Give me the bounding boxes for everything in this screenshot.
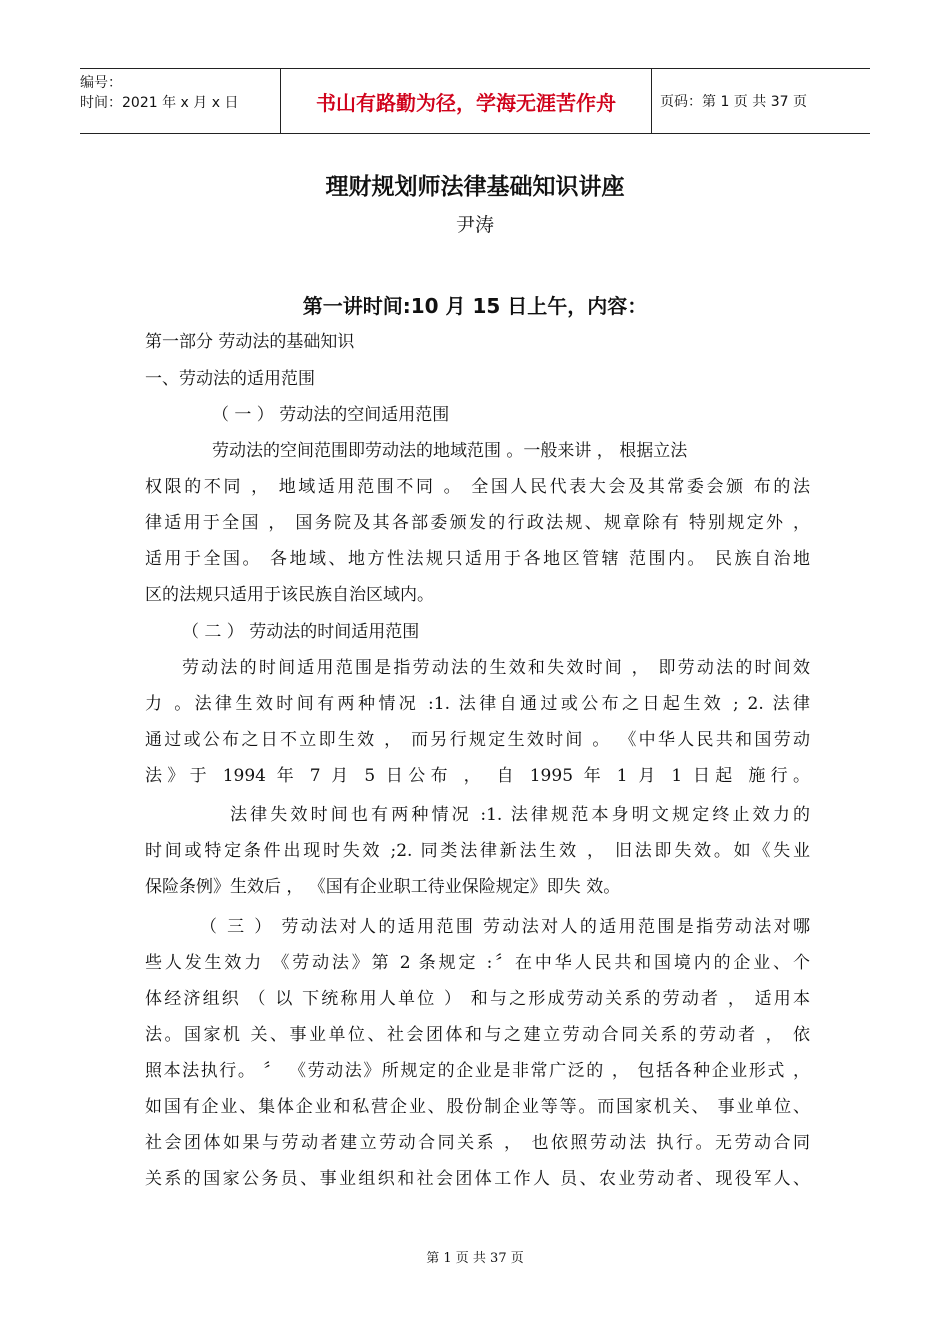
lecture-heading: 第一讲时间:10 月 15 日上午，内容： xyxy=(302,294,648,318)
page-header xyxy=(80,68,870,134)
body-line: （ 一 ） 劳动法的空间适用范围 xyxy=(212,405,450,425)
body-line: 劳动法的时间适用范围是指劳动法的生效和失效时间 ， 即劳动法的时间效 xyxy=(182,658,810,678)
body-line: 如国有企业、集体企业和私营企业、股份制企业等等。而国家机关、 事业单位、 xyxy=(145,1097,810,1117)
body-line: 关系的国家公务员、事业组织和社会团体工作人 员、农业劳动者、现役军人、 xyxy=(145,1169,810,1189)
body-line: 一、劳动法的适用范围 xyxy=(145,369,315,389)
body-line: （ 二 ） 劳动法的时间适用范围 xyxy=(182,622,420,642)
body-line: 第一部分 劳动法的基础知识 xyxy=(145,332,355,352)
time-label: 时间：2021 年 x 月 x 日 xyxy=(80,95,239,111)
body-line: 法》于 1994 年 7 月 5 日公布 ， 自 1995 年 1 月 1 日起 施行。 xyxy=(145,766,810,786)
body-line: 适用于全国。 各地域、地方性法规只适用于各地区管辖 范围内。 民族自治地 xyxy=(145,549,810,569)
header-page-info: 页码：第 1 页 共 37 页 xyxy=(660,94,807,110)
body-line: 保险条例》生效后 ， 《国有企业职工待业保险规定》即失 效。 xyxy=(145,877,621,897)
body-line: 体经济组织 （ 以 下统称用人单位 ） 和与之形成劳动关系的劳动者 ， 适用本 xyxy=(145,989,810,1009)
body-line: （ 三 ） 劳动法对人的适用范围 劳动法对人的适用范围是指劳动法对哪 xyxy=(200,917,810,937)
header-meta xyxy=(80,69,280,137)
body-line: 劳动法的空间范围即劳动法的地域范围 。一般来讲 ， 根据立法 xyxy=(212,441,688,461)
body-line: 些人发生效力 《劳动法》第 2 条规定 :〞在中华人民共和国境内的企业、个 xyxy=(145,953,810,973)
author-name: 尹涛 xyxy=(455,214,494,236)
document-title: 理财规划师法律基础知识讲座 xyxy=(325,174,625,200)
header-motto: 书山有路勤为径，学海无涯苦作舟 xyxy=(280,69,652,133)
number-label: 编号： xyxy=(80,75,122,91)
body-line: 律适用于全国 ， 国务院及其各部委颁发的行政法规、规章除有 特别规定外 ， xyxy=(145,513,810,533)
body-line: 社会团体如果与劳动者建立劳动合同关系 ， 也依照劳动法 执行。无劳动合同 xyxy=(145,1133,810,1153)
body-line: 权限的不同 ， 地域适用范围不同 。 全国人民代表大会及其常委会颁 布的法 xyxy=(145,477,810,497)
body-line: 照本法执行。 〞 《劳动法》所规定的企业是非常广泛的 ， 包括各种企业形式 ， xyxy=(145,1061,810,1081)
body-line: 法。国家机 关、事业单位、社会团体和与之建立劳动合同关系的劳动者 ， 依 xyxy=(145,1025,810,1045)
body-line: 时间或特定条件出现时失效 ;2. 同类法律新法生效 ， 旧法即失效。如《失业 xyxy=(145,841,810,861)
page-footer: 第 1 页 共 37 页 xyxy=(426,1251,524,1266)
body-line: 力 。法律生效时间有两种情况 :1. 法律自通过或公布之日起生效 ; 2. 法律 xyxy=(145,694,810,714)
body-line: 通过或公布之日不立即生效 ， 而另行规定生效时间 。 《中华人民共和国劳动 xyxy=(145,730,810,750)
body-line: 法律失效时间也有两种情况 :1. 法律规范本身明文规定终止效力的 xyxy=(230,805,810,825)
body-line: 区的法规只适用于该民族自治区域内。 xyxy=(145,585,434,605)
